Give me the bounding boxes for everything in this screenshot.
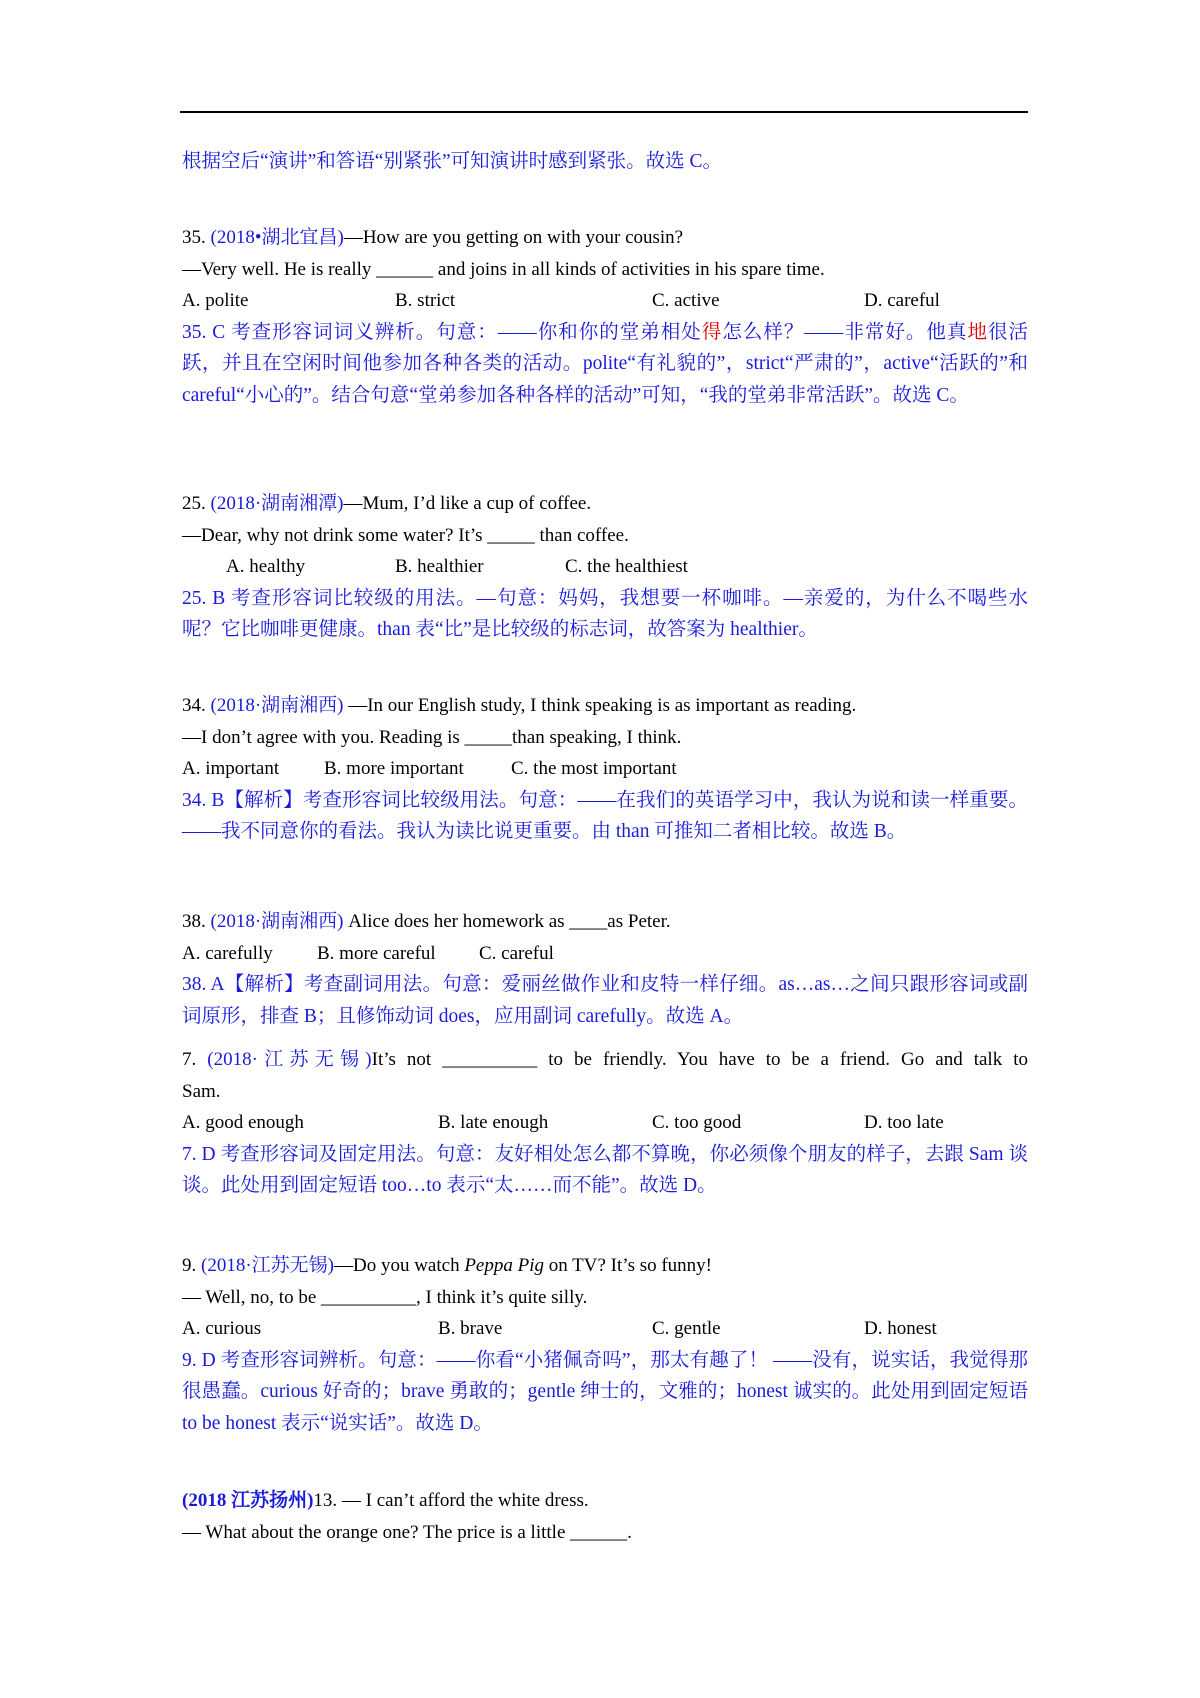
question-source: (2018 江苏扬州) — [182, 1490, 314, 1511]
header-rule — [180, 111, 1028, 113]
question-number: 13. — [313, 1490, 338, 1511]
highlight-correction: 地 — [967, 321, 988, 343]
question-source: (2018·湖南湘西) — [210, 911, 344, 932]
show-title: Peppa Pig — [464, 1255, 545, 1276]
question-text: on TV? It’s so funny! — [544, 1255, 713, 1276]
question-text: —How are you getting on with your cousin? — [343, 227, 684, 248]
option-c: C. careful — [479, 942, 554, 964]
question-35 — [182, 222, 1028, 412]
question-7-options — [182, 1107, 1028, 1139]
question-text: Alice does her homework as ____as Peter. — [343, 911, 671, 932]
question-35-explanation — [182, 317, 1028, 412]
question-34-options — [182, 753, 1028, 785]
question-text: —Do you watch — [333, 1255, 465, 1276]
question-38-stem-1 — [182, 906, 1028, 938]
option-a: A. curious — [182, 1318, 262, 1340]
question-38-explanation: 38. A【解析】考查副词用法。句意：爱丽丝做作业和皮特一样仔细。as…as…之间只跟形容词或副词原形，排查 B；且修饰动词 does，应用副词 carefully。故选 A。 — [182, 974, 1028, 1027]
question-25-stem-1 — [182, 488, 1028, 520]
option-b: B. late enough — [438, 1112, 549, 1134]
question-34 — [182, 690, 1028, 848]
question-text: It’s not __________ to be friendly. You have to be a friend. Go and talk to — [371, 1049, 1029, 1070]
option-a: A. polite — [182, 290, 249, 312]
question-13-stem-1 — [182, 1485, 1028, 1517]
option-b: B. brave — [438, 1318, 503, 1340]
question-number: 7. — [182, 1049, 197, 1070]
explanation-text: 很活跃，并且在空闲时间他参加各种各类的活动。polite“有礼貌的”，strict“严肃的”，active“活跃的”和 careful“小心的”。结合句意“堂弟参加各种各样的活动”可知，“我的堂弟非常活跃”。故选 C。 — [182, 321, 1028, 406]
question-38 — [182, 906, 1028, 1032]
option-a: A. carefully — [182, 942, 273, 964]
question-35-options — [182, 285, 1028, 317]
question-35-stem-1 — [182, 222, 1028, 254]
question-9 — [182, 1250, 1028, 1440]
question-7 — [182, 1044, 1028, 1202]
option-a: A. important — [182, 758, 280, 780]
question-number: 38. — [182, 911, 206, 932]
question-text: —In our English study, I think speaking is as important as reading. — [343, 695, 857, 716]
option-c: C. active — [652, 290, 720, 312]
question-7-stem-1 — [182, 1044, 1028, 1076]
question-number: 25. — [182, 493, 206, 514]
question-number: 34. — [182, 695, 206, 716]
option-b: B. strict — [395, 290, 456, 312]
intro-explanation: 根据空后“演讲”和答语“别紧张”可知演讲时感到紧张。故选 C。 — [182, 151, 723, 172]
question-text: — I can’t afford the white dress. — [337, 1490, 589, 1511]
question-34-stem-1 — [182, 690, 1028, 722]
option-c: C. the healthiest — [565, 556, 688, 578]
question-38-options — [182, 938, 1028, 970]
question-9-stem-1 — [182, 1250, 1028, 1282]
question-source: (2018·江苏无锡) — [201, 1255, 334, 1276]
option-d: D. careful — [864, 290, 940, 312]
option-d: D. too late — [864, 1112, 944, 1134]
explanation-text: 35. C 考查形容词词义辨析。句意：——你和你的堂弟相处 — [182, 321, 702, 343]
question-34-stem-2: —I don’t agree with you. Reading is _____than speaking, I think. — [182, 726, 682, 748]
question-7-stem-2: Sam. — [182, 1080, 221, 1102]
question-34-explanation: 34. B【解析】考查形容词比较级用法。句意：——在我们的英语学习中，我认为说和读一样重要。——我不同意你的看法。我认为读比说更重要。由 than 可推知二者相比较。故选 B。 — [182, 789, 1028, 843]
option-d: D. honest — [864, 1318, 937, 1340]
question-source: (2018·湖南湘潭) — [210, 493, 344, 514]
option-c: C. too good — [652, 1112, 742, 1134]
question-25-explanation: 25. B 考查形容词比较级的用法。—句意：妈妈，我想要一杯咖啡。—亲爱的，为什么不喝些水呢？它比咖啡更健康。than 表“比”是比较级的标志词，故答案为 healthier。 — [182, 587, 1028, 641]
question-source: (2018·江苏无锡) — [207, 1049, 372, 1070]
option-b: B. more careful — [317, 942, 436, 964]
option-a: A. healthy — [226, 556, 306, 578]
question-source: (2018·湖南湘西) — [210, 695, 344, 716]
option-b: B. healthier — [395, 556, 484, 578]
question-number: 35. — [182, 227, 206, 248]
question-35-stem-2: —Very well. He is really ______ and joins in all kinds of activities in his spare time. — [182, 258, 825, 280]
option-c: C. gentle — [652, 1318, 721, 1340]
question-source: (2018•湖北宜昌) — [210, 227, 344, 248]
question-9-options — [182, 1313, 1028, 1345]
question-9-stem-2: — Well, no, to be __________, I think it’s quite silly. — [182, 1286, 588, 1308]
option-a: A. good enough — [182, 1112, 304, 1134]
question-number: 9. — [182, 1255, 197, 1276]
question-text: —Mum, I’d like a cup of coffee. — [343, 493, 592, 514]
question-25-options — [182, 551, 1028, 583]
option-c: C. the most important — [511, 758, 677, 780]
question-13 — [182, 1485, 1028, 1548]
question-9-explanation: 9. D 考查形容词辨析。句意：——你看“小猪佩奇吗”，那太有趣了！ ——没有，说实话，我觉得那很愚蠢。curious 好奇的；brave 勇敢的；gentle 绅士的，文雅的；honest 诚实的。此处用到固定短语 to be honest 表示“说实话”。故选 D。 — [182, 1349, 1028, 1434]
explanation-text: 怎么样？——非常好。他真 — [722, 321, 968, 343]
question-25 — [182, 488, 1028, 646]
question-13-stem-2: — What about the orange one? The price is a little ______. — [182, 1521, 632, 1543]
question-25-stem-2: —Dear, why not drink some water? It’s _____ than coffee. — [182, 524, 629, 546]
highlight-correction: 得 — [701, 321, 723, 343]
option-b: B. more important — [324, 758, 464, 780]
question-7-explanation: 7. D 考查形容词及固定用法。句意：友好相处怎么都不算晚，你必须像个朋友的样子，去跟 Sam 谈谈。此处用到固定短语 too…to 表示“太……而不能”。故选 D。 — [182, 1143, 1028, 1197]
